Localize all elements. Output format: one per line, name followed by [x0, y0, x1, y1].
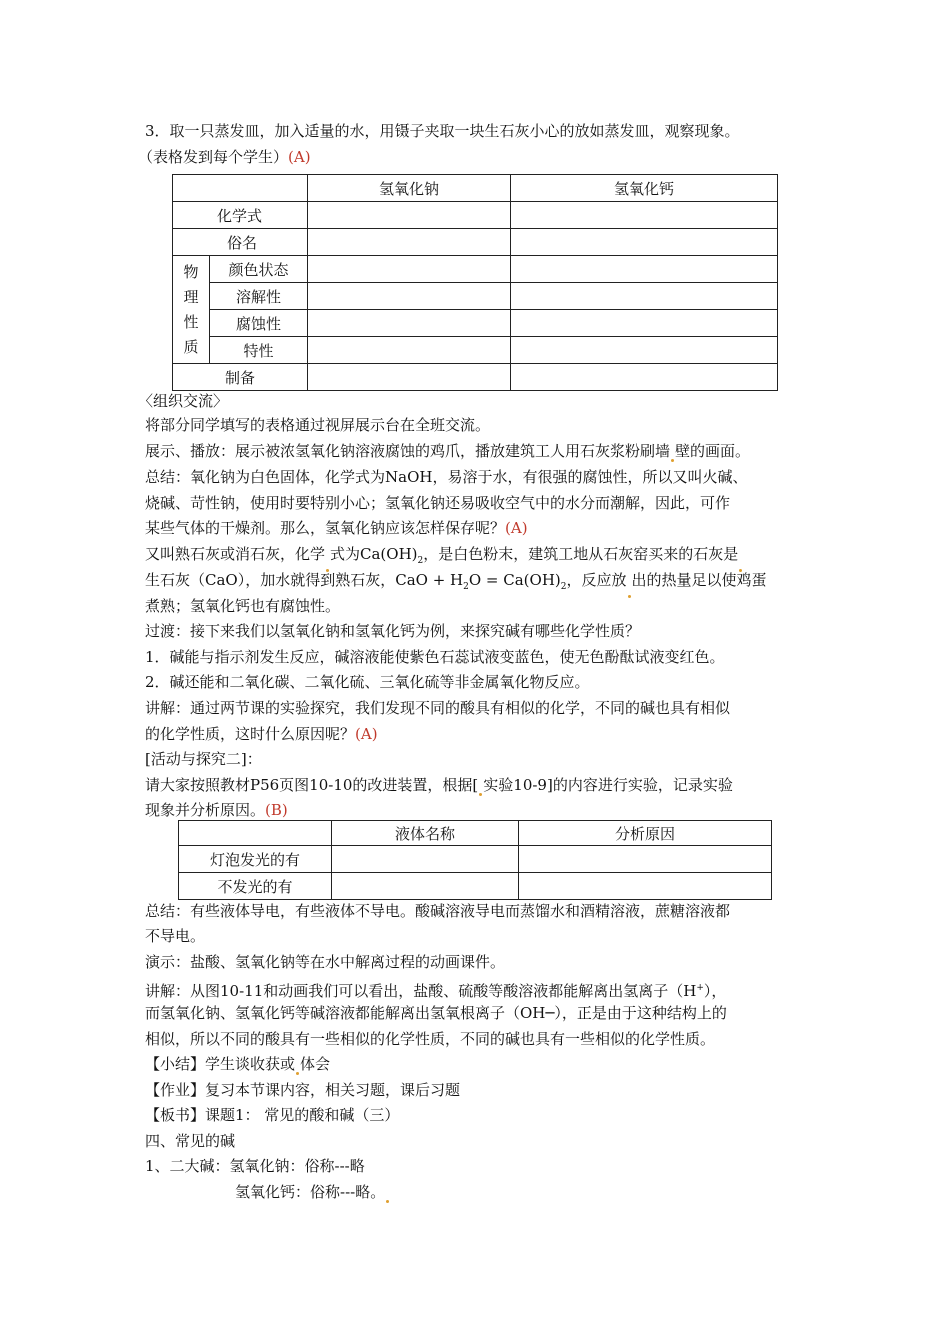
row-label: 溶解性 — [210, 283, 308, 310]
paragraph-line: 过渡：接下来我们以氢氧化钠和氢氧化钙为例，来探究碱有哪些化学性质？ — [145, 622, 641, 640]
paragraph-line: 将部分同学填写的表格通过视屏展示台在全班交流。 — [145, 416, 491, 434]
superscript: + — [696, 983, 704, 993]
text-span: 实验10-9]的内容进行实验，记录实验 — [483, 776, 733, 794]
subscript: 2 — [463, 582, 469, 592]
text-span: 请大家按照教材P56页图10-10的改进装置，根据[ — [145, 776, 479, 794]
table-cell — [308, 337, 511, 364]
paragraph-line: 煮熟；氢氧化钙也有腐蚀性。 — [145, 597, 341, 615]
text-span: 的化学性质，这时什么原因呢？ — [145, 725, 356, 743]
level-mark: (B) — [265, 801, 288, 819]
paragraph-line: 1、二大碱：氢氧化钠：俗称---略 — [145, 1157, 365, 1175]
table-row — [173, 283, 778, 310]
row-label: 化学式 — [173, 202, 308, 229]
table-cell — [308, 364, 511, 391]
paragraph-line: 四、常见的碱 — [145, 1132, 236, 1150]
table-row — [179, 846, 772, 873]
level-mark: (A) — [355, 725, 378, 743]
table-row — [179, 873, 772, 900]
text-span: 展示、播放：展示被浓氢氧化钠溶液腐蚀的鸡爪，播放建筑工人用石灰浆粉刷墙 — [145, 442, 671, 460]
row-label: 灯泡发光的有 — [179, 846, 332, 873]
table-cell — [308, 310, 511, 337]
text-span: ，是白色粉末，建筑工地从石灰窑买来的石灰是 — [423, 545, 739, 563]
table-cell — [511, 364, 778, 391]
text-span: 生石灰（CaO），加水就得到熟石灰，CaO + H — [145, 571, 464, 589]
paragraph-line — [145, 517, 528, 539]
table-header: 液体名称 — [332, 821, 519, 846]
table-cell — [332, 873, 519, 900]
row-label: 腐蚀性 — [210, 310, 308, 337]
group-char: 性 — [183, 312, 199, 331]
row-label: 颜色状态 — [210, 256, 308, 283]
base-properties-table — [172, 174, 778, 391]
text-span: O = Ca(OH) — [468, 571, 561, 589]
table-corner — [173, 175, 308, 202]
group-char: 理 — [183, 287, 199, 306]
group-char: 物 — [183, 262, 199, 281]
step-3-text: 3．取一只蒸发皿，加入适量的水，用镊子夹取一块生石灰小心的放如蒸发皿，观察现象。 — [145, 122, 740, 140]
table-cell — [308, 202, 511, 229]
table-cell — [308, 283, 511, 310]
text-span: ）， — [703, 982, 727, 1000]
table-cell — [511, 337, 778, 364]
paragraph-line: [活动与探究二]： — [145, 750, 262, 768]
table-row — [179, 821, 772, 846]
group-label — [173, 256, 210, 364]
table-row — [173, 175, 778, 202]
row-label: 不发光的有 — [179, 873, 332, 900]
edit-dot — [479, 793, 482, 796]
table-cell — [511, 229, 778, 256]
paragraph-line — [145, 977, 726, 1002]
paragraph-line: 1．碱能与指示剂发生反应，碱溶液能使紫色石蕊试液变蓝色，使无色酚酞试液变红色。 — [145, 648, 725, 666]
table-cell — [308, 229, 511, 256]
table-cell — [511, 283, 778, 310]
edit-dot — [296, 1072, 299, 1075]
conductivity-table — [178, 820, 772, 900]
table-row — [173, 337, 778, 364]
table-corner — [179, 821, 332, 846]
text-span: 式为Ca(OH) — [330, 545, 418, 563]
paragraph-line — [145, 799, 288, 821]
subscript: 2 — [417, 556, 424, 566]
text-span: 又叫熟石灰或消石灰，化学 — [145, 545, 326, 563]
paragraph-line: 演示：盐酸、氢氧化钠等在水中解离过程的动画课件。 — [145, 953, 506, 971]
edit-dot — [671, 459, 674, 462]
table-cell — [511, 202, 778, 229]
paragraph-line — [145, 1053, 330, 1075]
table-cell — [511, 256, 778, 283]
table-header: 氢氧化钙 — [511, 175, 778, 202]
paragraph-line — [145, 440, 750, 462]
table-cell — [519, 846, 772, 873]
paragraph-line — [235, 1181, 390, 1203]
paragraph-line: 讲解：通过两节课的实验探究，我们发现不同的酸具有相似的化学，不同的碱也具有相似 — [145, 699, 731, 717]
hint-line — [138, 146, 311, 168]
edit-dot — [628, 595, 631, 598]
table-row — [173, 256, 778, 283]
paragraph-line: 而氢氧化钠、氢氧化钙等碱溶液都能解离出氢氧根离子（OH─），正是由于这种结构上的 — [145, 1004, 727, 1022]
paragraph-line — [145, 723, 378, 745]
paragraph-line: 总结：氧化钠为白色固体，化学式为NaOH，易溶于水，有很强的腐蚀性，所以又叫火碱、 — [145, 468, 748, 486]
table-header: 分析原因 — [519, 821, 772, 846]
row-label: 制备 — [173, 364, 308, 391]
text-span: 【小结】学生谈收获或 — [145, 1055, 296, 1073]
text-span: 氢氧化钙：俗称---略。 — [235, 1183, 386, 1201]
subscript: 2 — [560, 582, 567, 592]
text-span: 壁的画面。 — [675, 442, 751, 460]
table-cell — [308, 256, 511, 283]
table-cell — [511, 310, 778, 337]
hint-text: （表格发到每个学生） — [138, 148, 289, 166]
table-row — [173, 364, 778, 391]
paragraph-line: 总结：有些液体导电，有些液体不导电。酸碱溶液导电而蒸馏水和酒精溶液，蔗糖溶液都 — [145, 902, 731, 920]
text-span: 现象并分析原因。 — [145, 801, 266, 819]
group-char: 质 — [183, 337, 199, 356]
text-span: 讲解：从图10-11和动画我们可以看出，盐酸、硫酸等酸溶液都能解离出氢离子（H — [145, 982, 697, 1000]
text-span: 体会 — [300, 1055, 331, 1073]
text-span: ，反应放 — [566, 571, 627, 589]
paragraph-line: 2．碱还能和二氧化碳、二氧化硫、三氧化硫等非金属氧化物反应。 — [145, 673, 590, 691]
table-cell — [332, 846, 519, 873]
section-label: 〈组织交流〉 — [138, 392, 229, 410]
paragraph-line: 烧碱、苛性钠，使用时要特别小心；氢氧化钠还易吸收空气中的水分而潮解，因此，可作 — [145, 494, 731, 512]
row-label: 俗名 — [173, 229, 308, 256]
level-mark: (A) — [505, 519, 528, 537]
paragraph-line: 相似，所以不同的酸具有一些相似的化学性质，不同的碱也具有一些相似的化学性质。 — [145, 1030, 716, 1048]
table-cell — [519, 873, 772, 900]
paragraph-line: 【板书】课题1： 常见的酸和碱（三） — [145, 1106, 400, 1124]
row-label: 特性 — [210, 337, 308, 364]
table-header: 氢氧化钠 — [308, 175, 511, 202]
table-row — [173, 202, 778, 229]
text-span: 某些气体的干燥剂。那么，氢氧化钠应该怎样保存呢？ — [145, 519, 506, 537]
table-row — [173, 229, 778, 256]
paragraph-line — [145, 543, 743, 572]
level-mark: (A) — [288, 148, 311, 166]
paragraph-line: 不导电。 — [145, 927, 206, 945]
text-span: 出的热量足以使鸡蛋 — [631, 571, 767, 589]
paragraph-line: 【作业】复习本节课内容，相关习题，课后习题 — [145, 1081, 461, 1099]
paragraph-line — [145, 569, 767, 598]
edit-dot — [386, 1200, 389, 1203]
paragraph-line — [145, 774, 733, 796]
table-row — [173, 310, 778, 337]
